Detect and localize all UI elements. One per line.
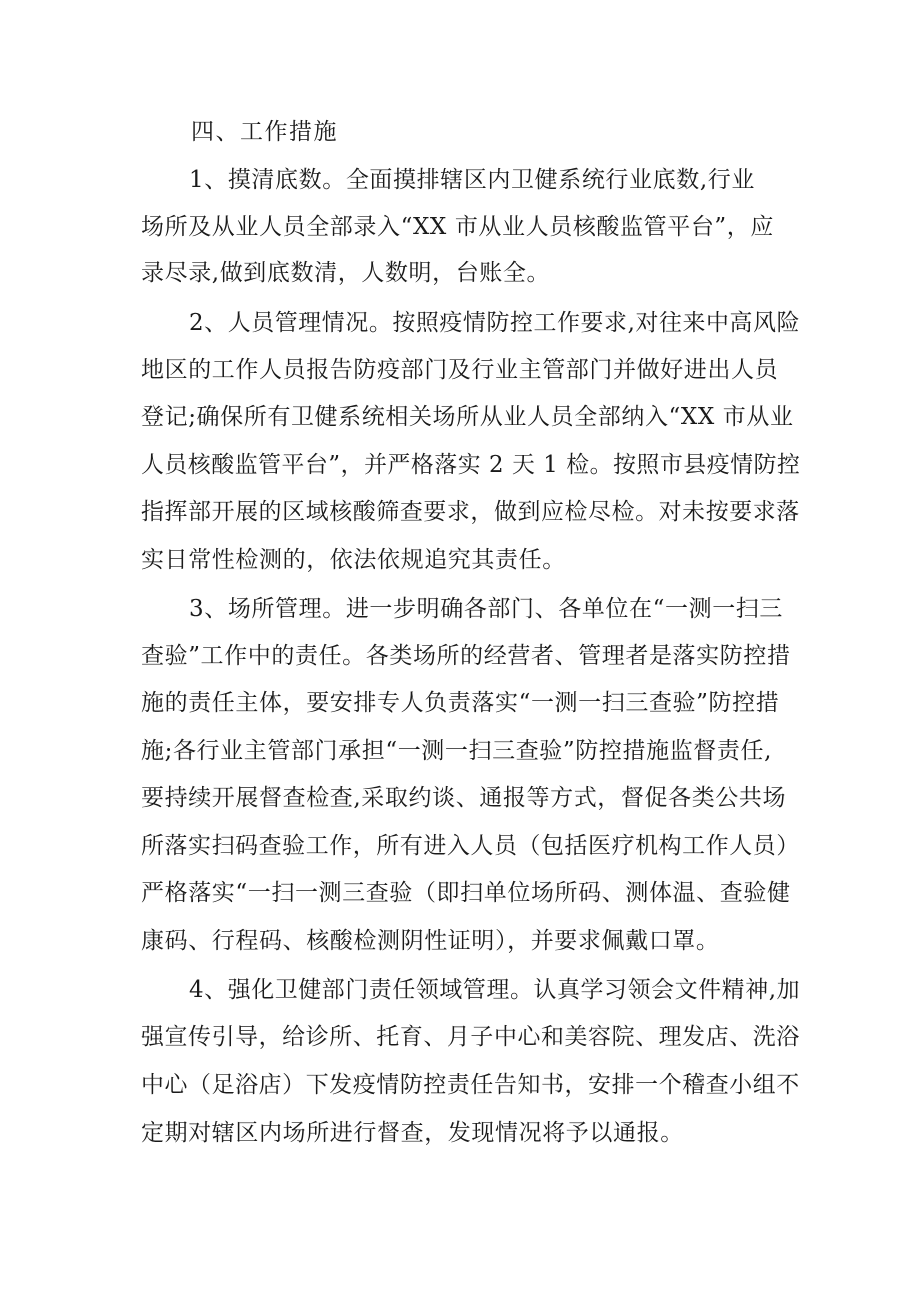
paragraph-3-line-1: 3、场所管理。进一步明确各部门、各单位在“一测一扫三 [189, 596, 783, 622]
paragraph-2-line-2: 地区的工作人员报告防疫部门及行业主管部门并做好进出人员 [141, 357, 779, 383]
paragraph-2-line-5: 指挥部开展的区域核酸筛查要求，做到应检尽检。对未按要求落 [141, 499, 800, 525]
paragraph-4-line-3: 中心（足浴店）下发疫情防控责任告知书，安排一个稽查小组不 [141, 1072, 800, 1098]
paragraph-3-line-2: 查验”工作中的责任。各类场所的经营者、管理者是落实防控措 [141, 643, 791, 669]
paragraph-2-line-4: 人员核酸监管平台”，并严格落实 2 天 1 检。按照市县疫情防控 [141, 452, 801, 478]
paragraph-3-line-4: 施;各行业主管部门承担“一测一扫三查验”防控措施监督责任, [141, 738, 772, 764]
paragraph-2-line-6: 实日常性检测的，依法依规追究其责任。 [141, 547, 566, 573]
paragraph-3-line-5: 要持续开展督查检查,采取约谈、通报等方式，督促各类公共场 [141, 785, 787, 811]
paragraph-2-line-3: 登记;确保所有卫健系统相关场所从业人员全部纳入“XX 市从业 [141, 404, 794, 430]
section-heading: 四、工作措施 [191, 119, 338, 145]
paragraph-3-line-8: 康码、行程码、核酸检测阴性证明），并要求佩戴口罩。 [141, 928, 720, 954]
paragraph-3-line-7: 严格落实“一扫一测三查验（即扫单位场所码、测体温、查验健 [141, 880, 791, 906]
paragraph-4-line-2: 强宣传引导，给诊所、托育、月子中心和美容院、理发店、洗浴 [141, 1024, 800, 1050]
paragraph-1-line-2: 场所及从业人员全部录入“XX 市从业人员核酸监管平台”，应 [141, 214, 774, 240]
paragraph-4-line-4: 定期对辖区内场所进行督查，发现情况将予以通报。 [141, 1120, 684, 1146]
paragraph-1-line-1: 1、摸清底数。全面摸排辖区内卫健系统行业底数,行业 [189, 167, 755, 193]
paragraph-1-line-3: 录尽录,做到底数清，人数明，台账全。 [141, 260, 551, 286]
paragraph-4-line-1: 4、强化卫健部门责任领域管理。认真学习领会文件精神,加 [189, 977, 801, 1003]
paragraph-3-line-3: 施的责任主体，要安排专人负责落实“一测一扫三查验”防控措 [141, 690, 780, 716]
paragraph-3-line-6: 所落实扫码查验工作，所有进入人员（包括医疗机构工作人员） [141, 833, 800, 859]
paragraph-2-line-1: 2、人员管理情况。按照疫情防控工作要求,对往来中高风险 [189, 310, 801, 336]
